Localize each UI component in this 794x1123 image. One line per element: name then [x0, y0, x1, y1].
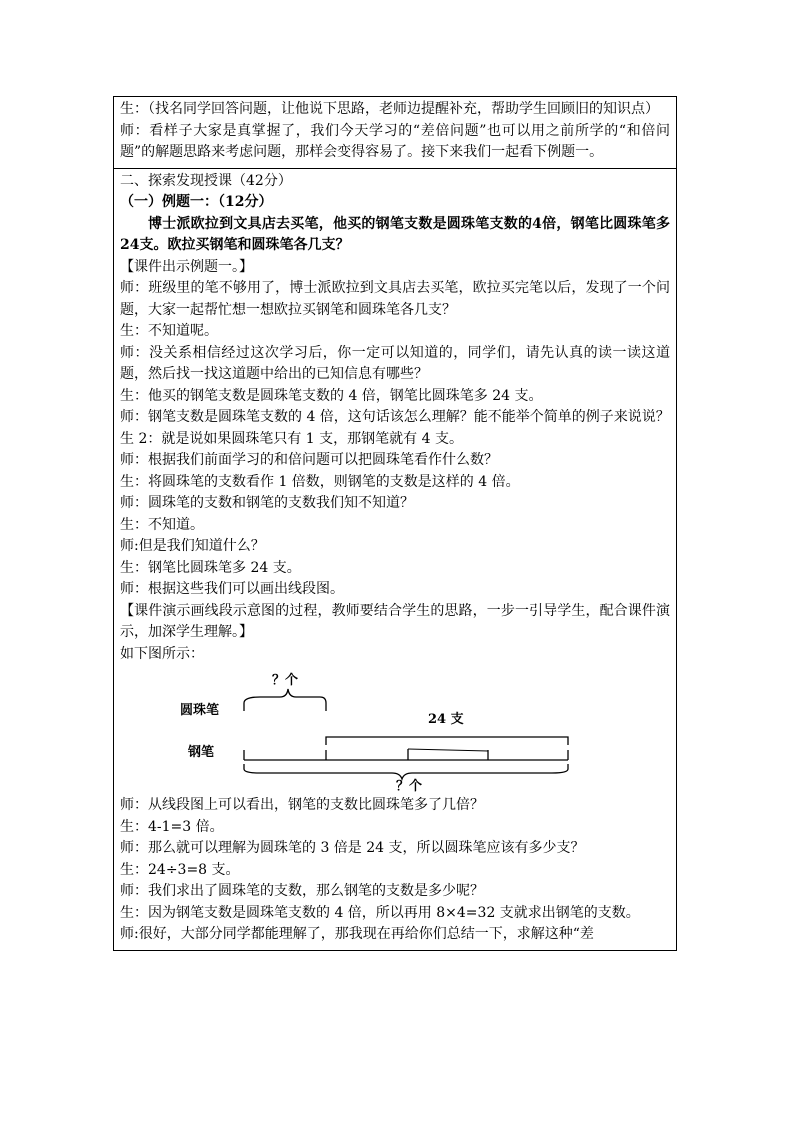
paragraph: 师：圆珠笔的支数和钢笔的支数我们知不知道？: [120, 495, 414, 511]
paragraph-last: 师:很好，大部分同学都能理解了，那我现在再给你们总结一下，求解这种“差: [120, 926, 594, 942]
paragraph: 师：没关系相信经过这次学习后，你一定可以知道的，同学们，请先认真的读一读这道题，然后找一找这道题中给出的已知信息有哪些？: [120, 344, 670, 382]
table-cell-review: [114, 97, 676, 169]
paragraph: 师:但是我们知道什么？: [120, 538, 265, 554]
pen-label: 钢笔: [188, 745, 215, 760]
section-title: 二、探索发现授课（42分）: [120, 172, 292, 189]
paragraph: 生：他买的钢笔支数是圆珠笔支数的 4 倍，钢笔比圆珠笔多 24 支。: [120, 387, 543, 404]
paragraph: 生：不知道。: [120, 516, 204, 533]
pen-brace: [244, 764, 568, 779]
paragraph: 师：那么就可以理解为圆珠笔的 3 倍是 24 支，所以圆珠笔应该有多少支？: [120, 840, 585, 856]
paragraph: 生：因为钢笔支数是圆珠笔支数的 4 倍，所以再用 8×4=32 支就求出钢笔的支数。: [120, 904, 640, 921]
line-segment-diagram: [120, 665, 672, 795]
paragraph: 师：我们求出了圆珠笔的支数，那么钢笔的支数是多少呢？: [120, 883, 484, 899]
paragraph: 【课件出示例题一。】: [120, 258, 253, 275]
top-question-label: ？个: [272, 673, 299, 688]
example-problem: 博士派欧拉到文具店去买笔，他买的钢笔支数是圆珠笔支数的4倍，钢笔比圆珠笔多24支。欧拉买钢笔和圆珠笔各几支？: [120, 215, 670, 253]
ballpen-label: 圆珠笔: [180, 703, 220, 718]
paragraph: 师：根据我们前面学习的和倍问题可以把圆珠笔看作什么数？: [120, 452, 498, 468]
paragraph: 生：不知道呢。: [120, 323, 218, 339]
bottom-question-label: ？个: [396, 779, 423, 794]
difference-label: 24 支: [428, 712, 464, 727]
paragraph: 生：4-1=3 倍。: [120, 818, 224, 835]
paragraph: 生：24÷3=8 支。: [120, 861, 240, 878]
paragraph: 【课件演示画线段示意图的过程，教师要结合学生的思路，一步一引导学生，配合课件演示，加深学生理解。】: [120, 602, 670, 640]
paragraph: 如下图所示：: [120, 645, 204, 662]
table-cell-explore: [114, 169, 676, 950]
paragraph: 师：班级里的笔不够用了，博士派欧拉到文具店去买笔，欧拉买完笔以后，发现了一个问题，大家一起帮忙想一想欧拉买钢笔和圆珠笔各几支？: [120, 280, 670, 318]
paragraph: 生 2：就是说如果圆珠笔只有 1 支，那钢笔就有 4 支。: [120, 430, 463, 447]
segment-join: [408, 749, 488, 751]
difference-brace: [326, 737, 568, 745]
example-title: （一）例题一：（12分）: [120, 194, 273, 210]
paragraph: 生：（找名同学回答问题，让他说下思路，老师边提醒补充，帮助学生回顾旧的知识点）: [120, 101, 659, 117]
paragraph: 生：钢笔比圆珠笔多 24 支。: [120, 559, 301, 576]
paragraph: 师：钢笔支数是圆珠笔支数的 4 倍，这句话该怎么理解？能不能举个简单的例子来说说？: [120, 409, 670, 425]
paragraph: 师：看样子大家是真掌握了，我们今天学习的“差倍问题”也可以用之前所学的“和倍问题”的解题思路来考虑问题，那样会变得容易了。接下来我们一起看下例题一。: [120, 122, 670, 160]
paragraph: 师：根据这些我们可以画出线段图。: [120, 581, 344, 597]
paragraph: 师：从线段图上可以看出，钢笔的支数比圆珠笔多了几倍？: [120, 797, 484, 813]
diagram-svg: [120, 665, 672, 795]
lesson-table: [113, 96, 677, 951]
ballpen-brace: [244, 689, 326, 711]
paragraph: 生：将圆珠笔的支数看作 1 倍数，则钢笔的支数是这样的 4 倍。: [120, 473, 520, 490]
